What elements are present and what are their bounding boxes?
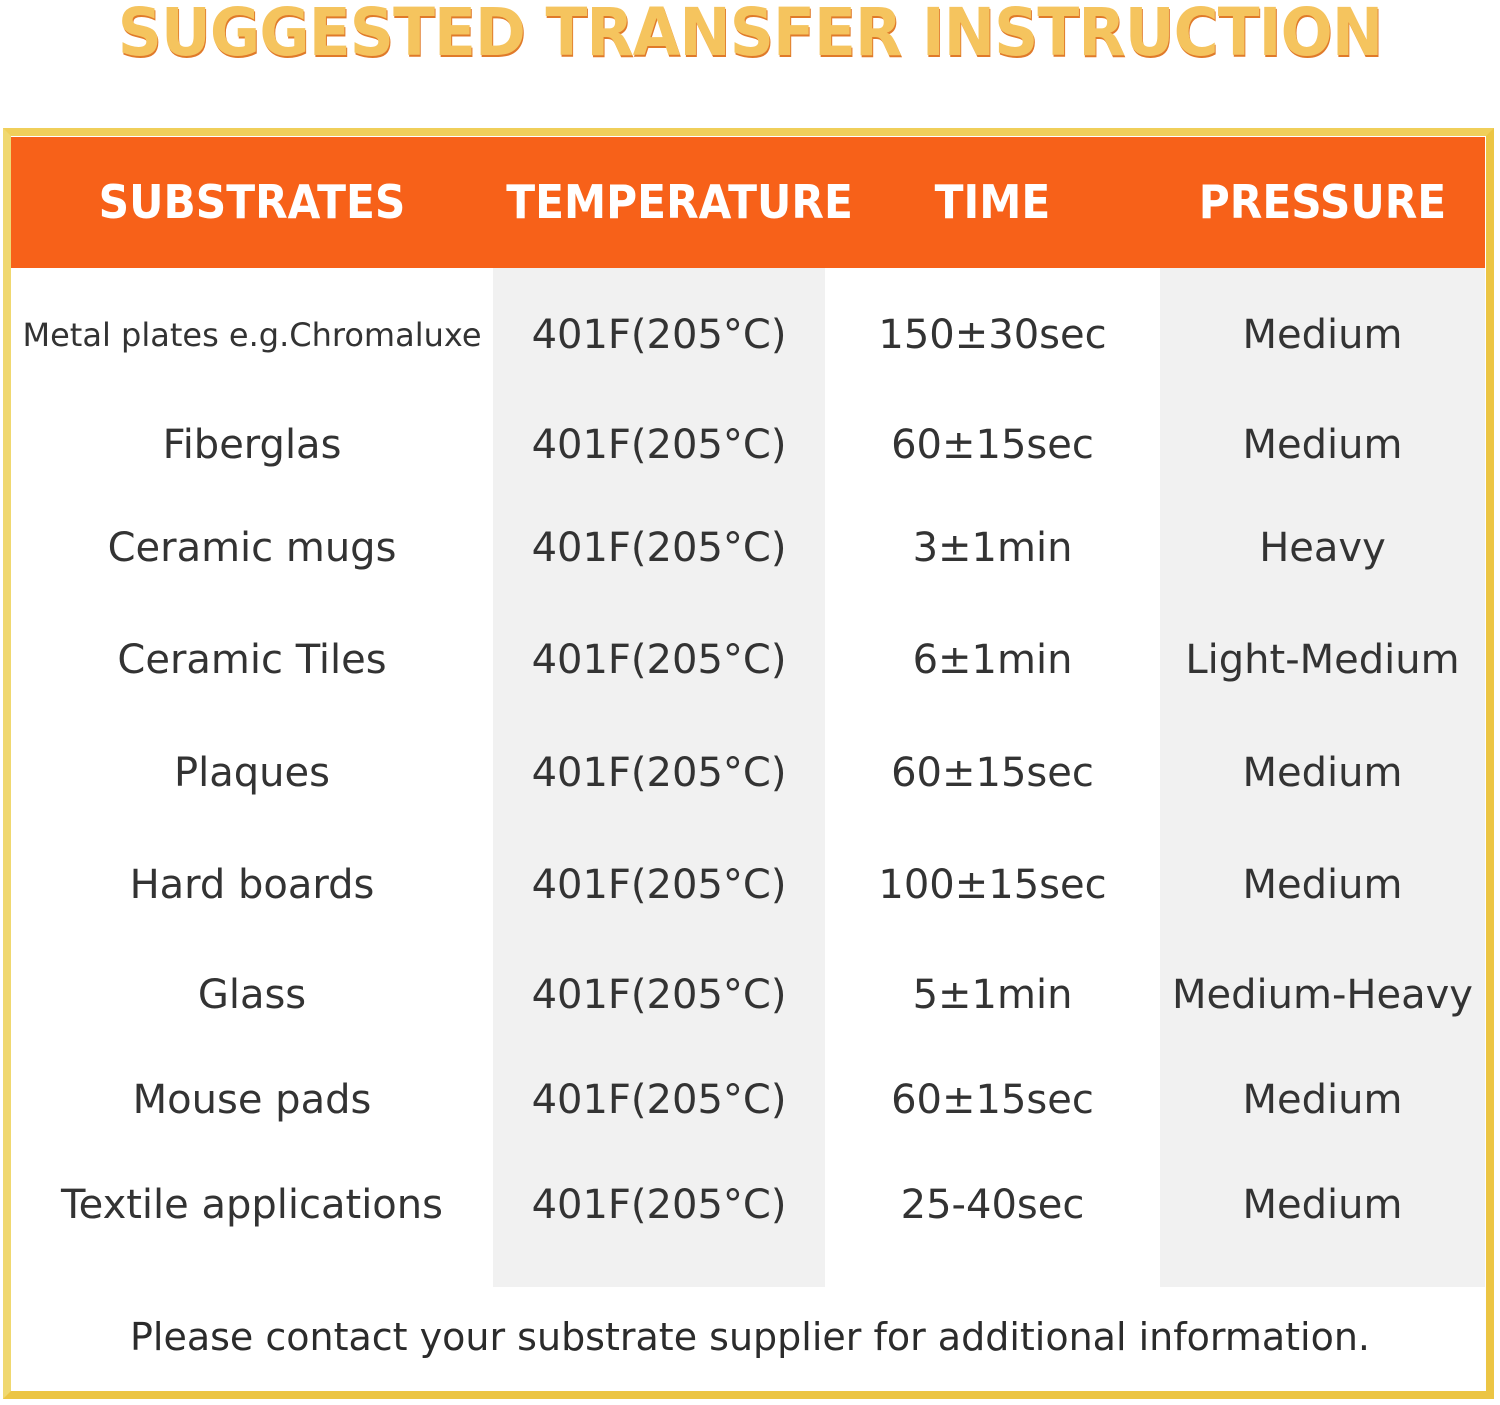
cell-pressure: Medium: [1242, 862, 1403, 908]
cell-pressure: Medium: [1242, 312, 1403, 358]
cell-pressure: Medium: [1242, 422, 1403, 468]
cell-time: 6±1min: [912, 637, 1073, 683]
cell-pressure: Medium-Heavy: [1172, 972, 1473, 1018]
cell-time: 60±15sec: [891, 750, 1094, 796]
cell-pressure: Heavy: [1259, 525, 1386, 571]
cell-substrate: Plaques: [174, 750, 330, 796]
cell-temperature: 401F(205°C): [531, 972, 787, 1018]
header-substrates: SUBSTRATES: [98, 175, 406, 229]
header-time: TIME: [934, 175, 1051, 229]
cell-time: 3±1min: [912, 525, 1073, 571]
cell-substrate: Ceramic mugs: [107, 525, 397, 571]
cell-substrate: Mouse pads: [132, 1077, 372, 1123]
cell-pressure: Light-Medium: [1185, 637, 1460, 683]
cell-temperature: 401F(205°C): [531, 525, 787, 571]
cell-pressure: Medium: [1242, 750, 1403, 796]
footer-note: Please contact your substrate supplier for additional information.: [129, 1315, 1370, 1359]
cell-time: 25-40sec: [900, 1182, 1085, 1228]
page-title: SUGGESTED TRANSFER INSTRUCTION: [117, 0, 1383, 71]
cell-substrate: Metal plates e.g.Chromaluxe: [22, 316, 482, 354]
cell-time: 5±1min: [912, 972, 1073, 1018]
cell-temperature: 401F(205°C): [531, 422, 787, 468]
table-header: [11, 137, 1485, 268]
cell-substrate: Hard boards: [129, 862, 375, 908]
cell-temperature: 401F(205°C): [531, 637, 787, 683]
cell-temperature: 401F(205°C): [531, 1182, 787, 1228]
cell-substrate: Ceramic Tiles: [117, 637, 387, 683]
cell-substrate: Textile applications: [61, 1182, 443, 1228]
cell-temperature: 401F(205°C): [531, 862, 787, 908]
cell-time: 60±15sec: [891, 1077, 1094, 1123]
cell-time: 150±30sec: [878, 312, 1107, 358]
cell-substrate: Glass: [197, 972, 307, 1018]
cell-temperature: 401F(205°C): [531, 312, 787, 358]
cell-time: 60±15sec: [891, 422, 1094, 468]
header-pressure: PRESSURE: [1198, 175, 1447, 229]
cell-temperature: 401F(205°C): [531, 1077, 787, 1123]
cell-time: 100±15sec: [878, 862, 1107, 908]
header-temperature: TEMPERATURE: [506, 175, 853, 229]
cell-pressure: Medium: [1242, 1077, 1403, 1123]
cell-substrate: Fiberglas: [162, 422, 342, 468]
cell-temperature: 401F(205°C): [531, 750, 787, 796]
cell-pressure: Medium: [1242, 1182, 1403, 1228]
